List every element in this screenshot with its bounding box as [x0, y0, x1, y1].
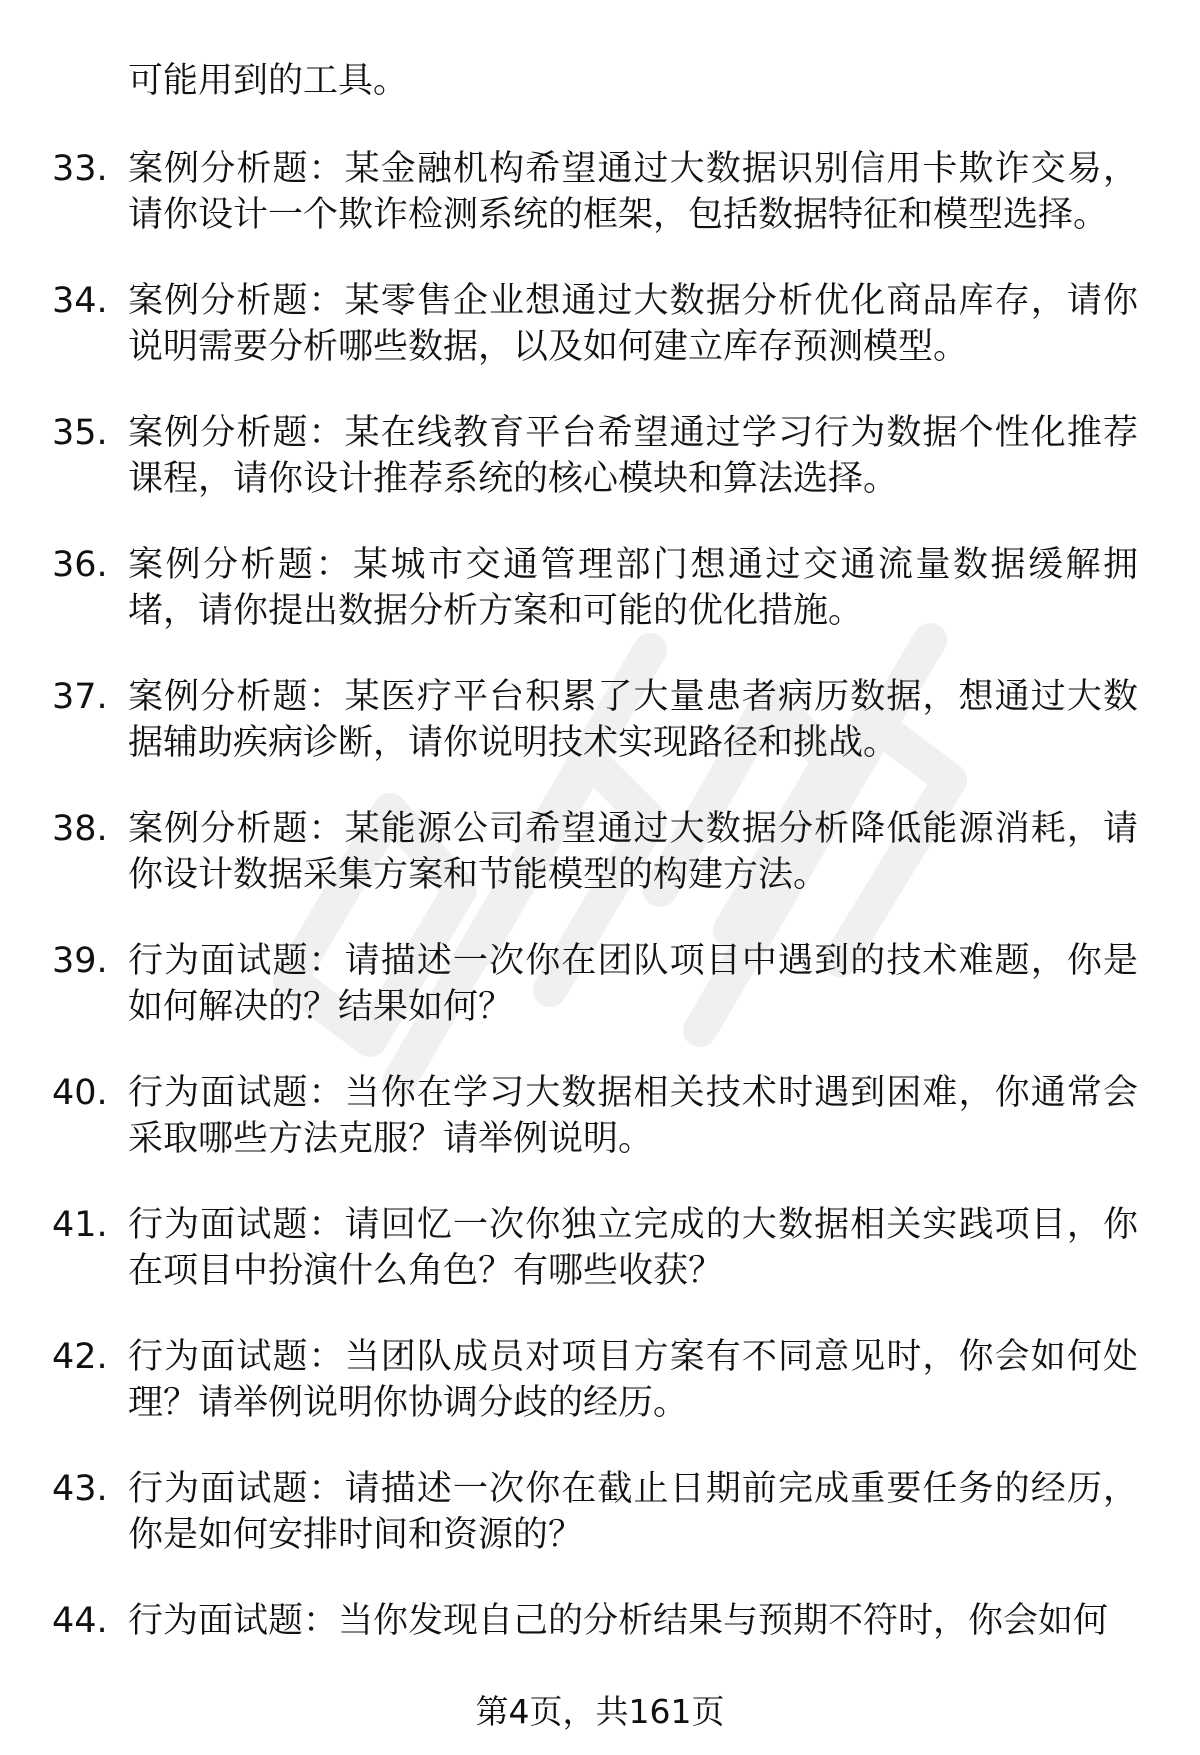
- question-text: 行为面试题：当团队成员对项目方案有不同意见时，你会如何处理？请举例说明你协调分歧的经历。: [128, 1337, 1138, 1423]
- question-list: [0, 146, 1200, 1730]
- list-item: [0, 806, 1200, 938]
- question-text: 行为面试题：请描述一次你在团队项目中遇到的技术难题，你是如何解决的？结果如何？: [128, 941, 1138, 1027]
- question-text: 案例分析题：某医疗平台积累了大量患者病历数据，想通过大数据辅助疾病诊断，请你说明技术实现路径和挑战。: [128, 677, 1138, 763]
- list-item: [0, 146, 1200, 278]
- continuation-text: 可能用到的工具。: [128, 61, 409, 101]
- question-text: 案例分析题：某金融机构希望通过大数据识别信用卡欺诈交易，请你设计一个欺诈检测系统的框架，包括数据特征和模型选择。: [128, 149, 1138, 235]
- question-number: 36.: [52, 545, 108, 585]
- question-text: 案例分析题：某城市交通管理部门想通过交通流量数据缓解拥堵，请你提出数据分析方案和可能的优化措施。: [128, 545, 1138, 631]
- list-item: [0, 542, 1200, 674]
- question-number: 35.: [52, 413, 108, 453]
- question-number: 33.: [52, 149, 108, 189]
- question-text: 行为面试题：当你在学习大数据相关技术时遇到困难，你通常会采取哪些方法克服？请举例说明。: [128, 1073, 1138, 1159]
- question-text: 案例分析题：某零售企业想通过大数据分析优化商品库存，请你说明需要分析哪些数据，以及如何建立库存预测模型。: [128, 281, 1138, 367]
- question-text: 案例分析题：某在线教育平台希望通过学习行为数据个性化推荐课程，请你设计推荐系统的核心模块和算法选择。: [128, 413, 1138, 499]
- question-number: 39.: [52, 941, 108, 981]
- question-text: 行为面试题：请描述一次你在截止日期前完成重要任务的经历，你是如何安排时间和资源的？: [128, 1469, 1138, 1555]
- list-item: [0, 278, 1200, 410]
- list-item: [0, 1466, 1200, 1598]
- question-number: 44.: [52, 1601, 108, 1641]
- list-item: [0, 1070, 1200, 1202]
- list-item: [0, 1334, 1200, 1466]
- question-text: 案例分析题：某能源公司希望通过大数据分析降低能源消耗，请你设计数据采集方案和节能模型的构建方法。: [128, 809, 1138, 895]
- list-item: [0, 938, 1200, 1070]
- list-item: [0, 1202, 1200, 1334]
- question-number: 37.: [52, 677, 108, 717]
- list-item: [0, 410, 1200, 542]
- question-number: 42.: [52, 1337, 108, 1377]
- question-number: 43.: [52, 1469, 108, 1509]
- question-text: 行为面试题：请回忆一次你独立完成的大数据相关实践项目，你在项目中扮演什么角色？有哪些收获？: [128, 1205, 1138, 1291]
- page-footer: 第4页，共161页: [475, 1692, 725, 1731]
- question-text: 行为面试题：当你发现自己的分析结果与预期不符时，你会如何: [128, 1601, 1109, 1641]
- question-number: 38.: [52, 809, 108, 849]
- question-number: 41.: [52, 1205, 108, 1245]
- list-item: [0, 674, 1200, 806]
- question-number: 40.: [52, 1073, 108, 1113]
- question-number: 34.: [52, 281, 108, 321]
